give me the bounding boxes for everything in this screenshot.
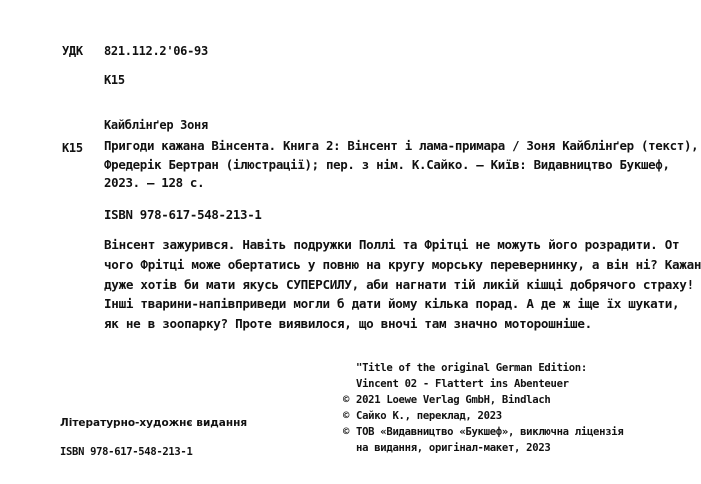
rights-block bbox=[336, 360, 623, 456]
annotation-line: чого Фрітці може обертатись у повню на кругу морську перевернинку, а він ні? Кажан bbox=[104, 256, 701, 272]
copyright-symbol: © bbox=[342, 410, 350, 422]
rights-text: ТОВ «Видавництво «Букшеф», виключна ліцензія bbox=[356, 426, 624, 438]
rights-text: на видання, оригінал-макет, 2023 bbox=[356, 442, 551, 454]
isbn-footer: ISBN 978-617-548-213-1 bbox=[60, 446, 193, 458]
copyright-symbol: © bbox=[342, 426, 350, 438]
bibliographic-description bbox=[104, 137, 699, 193]
rights-row bbox=[336, 424, 623, 440]
author-name: Кайблінґер Зоня bbox=[104, 118, 208, 132]
isbn-main: ISBN 978-617-548-213-1 bbox=[104, 207, 262, 222]
author-sign-top: К15 bbox=[104, 73, 125, 87]
copyright-symbol: © bbox=[342, 394, 350, 406]
author-sign-side: К15 bbox=[62, 141, 83, 155]
rights-row bbox=[336, 376, 623, 392]
bibliographic-line: Пригоди кажана Вінсента. Книга 2: Вінсент і лама-примара / Зоня Кайблінґер (текст), bbox=[104, 138, 699, 153]
annotation-line: як не в зоопарку? Проте виявилося, що вночі там значно моторошніше. bbox=[104, 316, 592, 332]
rights-row bbox=[336, 408, 623, 424]
annotation-line: дуже хотів би мати якусь СУПЕРСИЛУ, аби нагнати тій ликій кішці добрячого страху! bbox=[104, 276, 694, 292]
rights-row bbox=[336, 360, 623, 376]
bibliographic-line: 2023. — 128 с. bbox=[104, 175, 205, 190]
rights-text: Vincent 02 - Flattert ins Abenteuer bbox=[356, 378, 569, 390]
rights-row bbox=[336, 440, 623, 456]
annotation-line: Вінсент зажурився. Навіть подружки Поллі та Фрітці не можуть його розрадити. От bbox=[104, 237, 680, 252]
rights-text: Сайко К., переклад, 2023 bbox=[356, 410, 502, 422]
udk-code: 821.112.2'06-93 bbox=[104, 44, 208, 58]
annotation-line: Інші тварини-напівприведи могли б дати йому кілька порад. А де ж іще їх шукати, bbox=[104, 296, 680, 312]
annotation bbox=[104, 235, 701, 334]
udk-label: УДК bbox=[62, 44, 83, 58]
rights-text: "Title of the original German Edition: bbox=[356, 362, 587, 374]
rights-text: 2021 Loewe Verlag GmbH, Bindlach bbox=[356, 394, 551, 406]
genre-note: Літературно-художнє видання bbox=[60, 417, 248, 429]
rights-row bbox=[336, 392, 623, 408]
bibliographic-line: Фредерік Бертран (ілюстрації); пер. з нім. К.Сайко. — Київ: Видавництво Букшеф, bbox=[104, 156, 670, 172]
